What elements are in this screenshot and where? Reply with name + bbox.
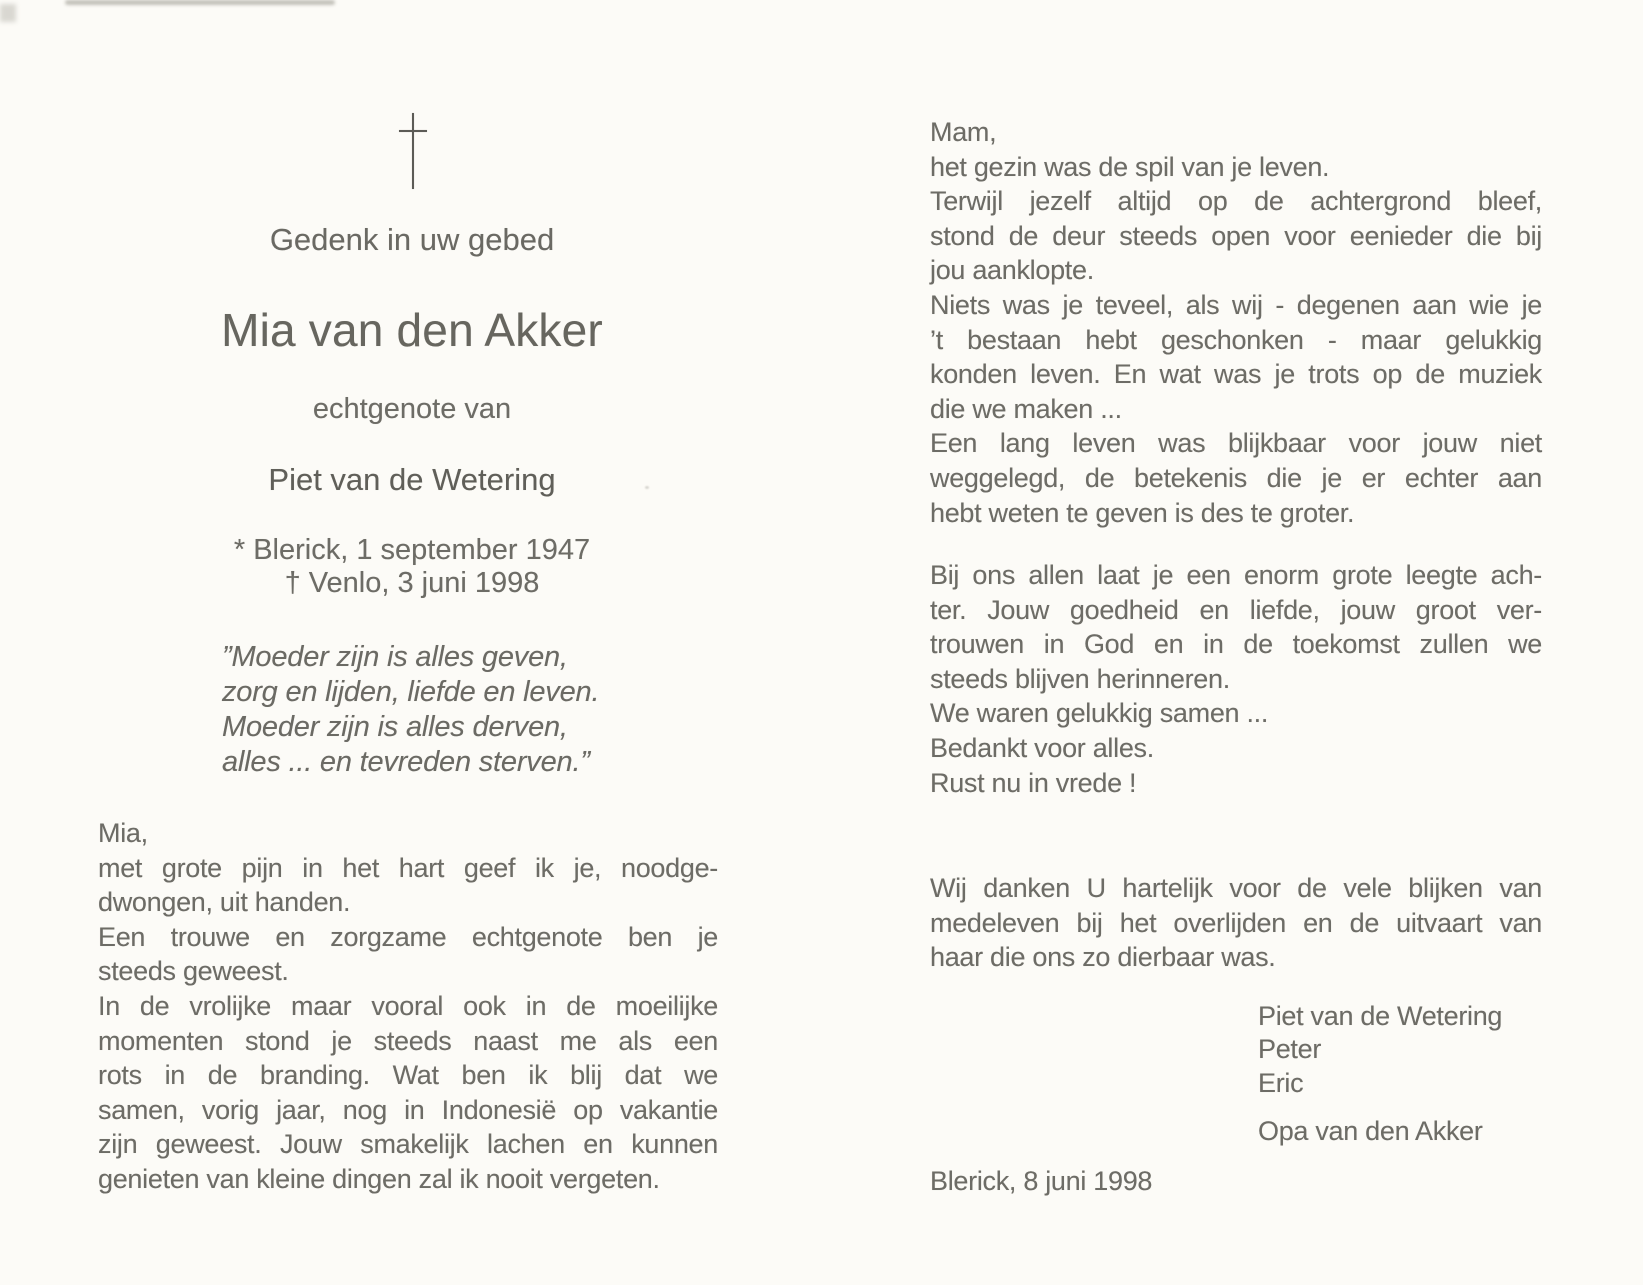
memorial-line: Mam, [930, 117, 997, 147]
memorial-line: ’t bestaan hebt geschonken - maar gelukkig [930, 324, 1542, 355]
dedication-line: momenten stond je steeds naast me als een [98, 1025, 718, 1056]
thanks-line: haar die ons zo dierbaar was. [930, 942, 1276, 973]
thanks-line: Wij danken U hartelijk voor de vele blijken van [930, 873, 1542, 903]
poem [222, 640, 599, 780]
memorial-line: jou aanklopte. [930, 255, 1094, 286]
memorial-line: die we maken ... [930, 393, 1122, 424]
dedication-line: Een trouwe en zorgzame echtgenote ben je [98, 921, 718, 952]
spouse-name: Piet van de Wetering [268, 462, 556, 497]
farewell-line: Bedankt voor alles. [930, 732, 1154, 763]
poem-line: ”Moeder zijn is alles geven, [222, 641, 568, 673]
thanks-line: medeleven bij het overlijden en de uitvaart van [930, 907, 1542, 938]
dedication-line: dwongen, uit handen. [98, 887, 351, 918]
death-line: † Venlo, 3 juni 1998 [284, 567, 540, 599]
dedication-line: steeds geweest. [98, 956, 289, 987]
memorial-line: stond de deur steeds open voor eenieder die bij [930, 220, 1542, 251]
poem-line: zorg en lijden, liefde en leven. [222, 676, 600, 708]
memorial-line: het gezin was de spil van je leven. [930, 151, 1330, 182]
place-date-line: Blerick, 8 juni 1998 [930, 1166, 1153, 1196]
memorial-paragraph [930, 115, 1542, 530]
dedication-line: met grote pijn in het hart geef ik je, noodge- [98, 852, 718, 883]
farewell-line: We waren gelukkig samen ... [930, 698, 1269, 729]
relation-line: echtgenote van [312, 393, 512, 425]
latin-cross-icon [398, 113, 428, 189]
signatory: Eric [1258, 1067, 1304, 1098]
memorial-line: Een lang leven was blijkbaar voor jouw niet [930, 428, 1542, 459]
farewell-paragraph [930, 558, 1542, 800]
signatory: Peter [1258, 1034, 1322, 1065]
dedication-line: rots in de branding. Wat ben ik blij dat we [98, 1060, 718, 1091]
memorial-line: konden leven. En wat was je trots op de muziek [930, 359, 1542, 390]
memorial-line: weggelegd, de betekenis die je er echter aan [930, 462, 1542, 493]
birth-line: * Blerick, 1 september 1947 [233, 534, 591, 566]
prayer-heading: Gedenk in uw gebed [269, 222, 555, 257]
dedication-line: Mia, [98, 818, 148, 848]
memorial-line: hebt weten te geven is des te groter. [930, 497, 1355, 528]
dedication-line: samen, vorig jaar, nog in Indonesië op vakantie [98, 1094, 718, 1125]
dedication-paragraph [98, 816, 718, 1197]
poem-line: alles ... en tevreden sterven.” [222, 746, 590, 778]
deceased-name: Mia van den Akker [221, 304, 603, 356]
dedication-line: zijn geweest. Jouw smakelijk lachen en kunnen [98, 1129, 718, 1160]
signatory-extra: Opa van den Akker [1258, 1116, 1483, 1146]
poem-line: Moeder zijn is alles derven, [222, 711, 568, 743]
farewell-line: ter. Jouw goedheid en liefde, jouw groot ver- [930, 594, 1542, 625]
signatory: Piet van de Wetering [1258, 1001, 1503, 1031]
farewell-line: steeds blijven herinneren. [930, 663, 1230, 694]
farewell-line: trouwen in God en in de toekomst zullen we [930, 629, 1542, 660]
dedication-line: genieten van kleine dingen zal ik nooit vergeten. [98, 1163, 660, 1194]
farewell-line: Bij ons allen laat je een enorm grote leegte ach- [930, 560, 1542, 590]
life-dates [0, 534, 824, 600]
right-page [930, 0, 1542, 1285]
memorial-line: Niets was je teveel, als wij - degenen aan wie je [930, 289, 1542, 320]
farewell-line: Rust nu in vrede ! [930, 767, 1137, 798]
memorial-line: Terwijl jezelf altijd op de achtergrond bleef, [930, 186, 1542, 217]
dedication-line: In de vrolijke maar vooral ook in de moeilijke [98, 990, 718, 1021]
signatories [1258, 1000, 1502, 1100]
thanks-paragraph [930, 871, 1542, 975]
